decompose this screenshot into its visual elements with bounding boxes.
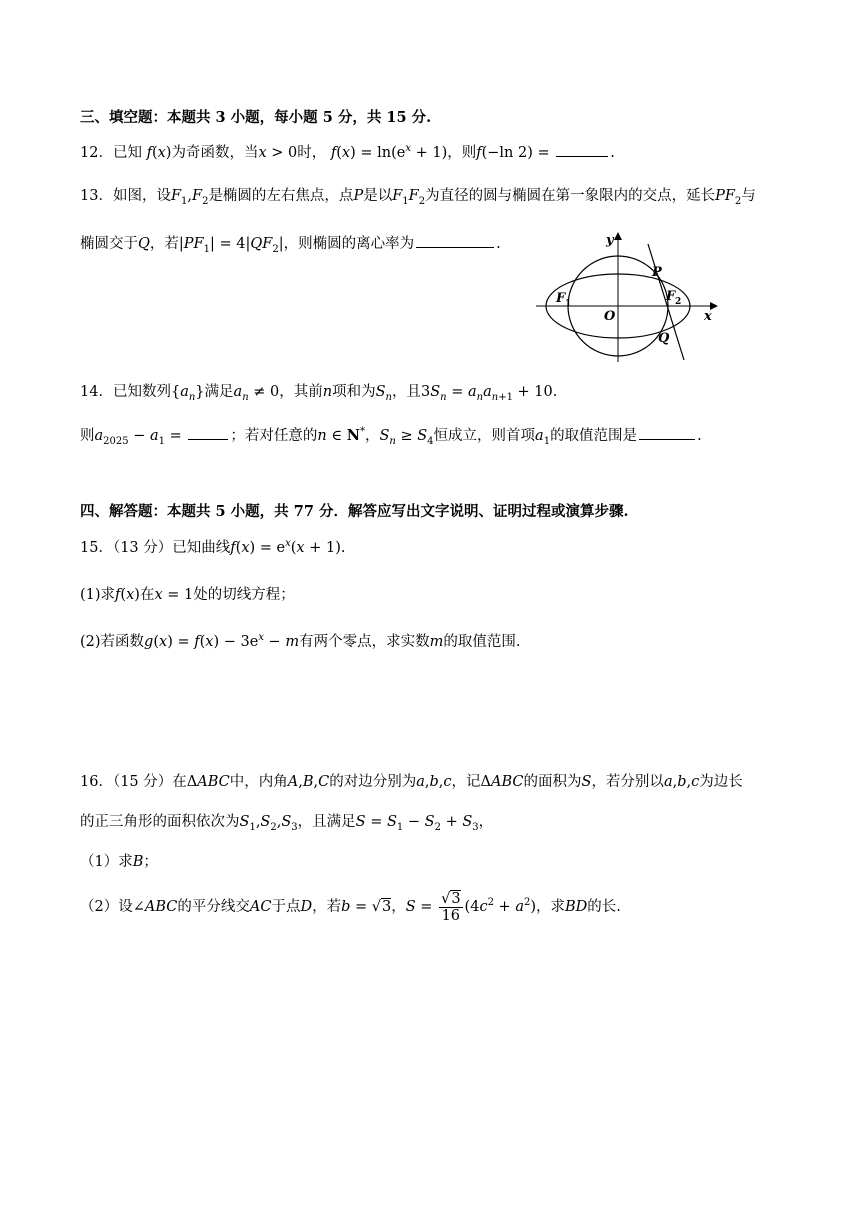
q14-text: 已知数列	[112, 384, 171, 400]
q16-text: ，若分别以	[591, 774, 664, 790]
question-16-part-2: （2）设∠ABC的平分线交AC于点D，若b = √3，S = $\frac{√3}{16}$ $(4c^2 + a^2)$，求BD的长.	[80, 890, 621, 924]
q14-number: 14．	[80, 384, 113, 400]
q13-text: ，则椭圆的离心率为	[283, 236, 415, 252]
q13-text: 为直径的圆与椭圆在第一象限内的交点，延长	[425, 188, 716, 204]
q14-text: ；若对任意的	[230, 428, 318, 444]
q12-number: 12．	[80, 145, 113, 161]
q16-text: ，求	[536, 899, 566, 915]
q16-text: 中，内角	[229, 774, 288, 790]
fraction-sqrt3-over-16: $\frac{√3}{16}$	[441, 890, 461, 924]
q14-text: .	[697, 428, 702, 444]
question-16: 16．（15 分）在ΔABC中，内角A,B,C的对边分别为a,b,c，记ΔABC的面积为S，若分别以a,b,c为边长	[80, 774, 743, 790]
question-14: 14．已知数列$\{a_n\}$满足$a_n \ne 0$，其前n项和为$S_n$，且$3S_n = a_na_{n+1} + 10$.	[80, 384, 558, 403]
q15-text: 的取值范围.	[443, 634, 521, 650]
q16-score: （15 分）	[112, 774, 173, 790]
q14-text: 恒成立，则首项	[433, 428, 536, 444]
q16-text: 于点	[271, 899, 301, 915]
q16-text: ，且满足	[297, 814, 356, 830]
q12-text: 时，	[297, 145, 327, 161]
section-4-heading: 四、解答题：本题共 5 小题，共 77 分．解答应写出文字说明、证明过程或演算步骤.	[80, 503, 629, 520]
q15-text: 在	[139, 587, 155, 603]
q16-text: ；	[143, 854, 158, 870]
q13-text: .	[496, 236, 501, 252]
answer-blank[interactable]	[556, 142, 608, 157]
question-12: 12．已知 f(x)为奇函数，当x > 0时， $f(x) = \ln(e^x + 1)$，则f(−ln 2) = .	[80, 143, 615, 161]
q15-text: .	[340, 540, 346, 556]
question-15-part-1: (1)求f(x)在x = 1处的切线方程；	[80, 587, 295, 603]
question-15-part-2: (2)若函数$g(x) = f(x) - 3e^x - m$有两个零点，求实数m的取值范围.	[80, 632, 521, 650]
question-13-line-2: 椭圆交于Q，若$|PF_1| = 4|QF_2|$，则椭圆的离心率为 .	[80, 233, 501, 254]
q16-text: 的平分线交	[177, 899, 250, 915]
label-origin: O	[604, 309, 616, 324]
label-f2: F	[666, 289, 676, 304]
q13-text: 椭圆交于	[80, 236, 138, 252]
label-y: y	[606, 233, 614, 248]
q13-text: 与	[741, 188, 756, 204]
q16-number: 16．	[80, 774, 113, 790]
q14-text: 满足	[204, 384, 234, 400]
q15-text: 处的切线方程；	[193, 587, 295, 603]
q14-text: ，其前	[279, 384, 323, 400]
q12-text: 为奇函数，当	[171, 145, 259, 161]
q14-text: 项和为	[332, 384, 376, 400]
question-13: 13．如图，设$F_1,F_2$是椭圆的左右焦点，点P是以$F_1F_2$为直径的圆与椭圆在第一象限内的交点，延长$PF_2$与	[80, 188, 756, 207]
label-q: Q	[658, 331, 670, 346]
q16-text: 在	[172, 774, 187, 790]
q16-text: 为边长	[699, 774, 743, 790]
q16-text: 的长.	[587, 899, 621, 915]
q15-text: 已知曲线	[172, 540, 231, 556]
q16-text: 的对边分别为	[329, 774, 417, 790]
label-x: x	[704, 309, 712, 324]
label-p: P	[652, 265, 662, 280]
q13-text: 是以	[363, 188, 393, 204]
q16-text: （2）设	[80, 899, 133, 915]
answer-blank[interactable]	[639, 425, 695, 440]
q16-text: （1）求	[80, 854, 133, 870]
label-f2-sub: 2	[675, 297, 682, 307]
q13-number: 13．	[80, 188, 113, 204]
q15-score: （13 分）	[112, 540, 173, 556]
q13-text: 如图，设	[112, 188, 171, 204]
label-f1-sub: 1	[565, 299, 572, 309]
q14-text: 则	[80, 428, 95, 444]
question-15: 15．（13 分）已知曲线$f(x) = e^x(x + 1)$.	[80, 538, 346, 556]
question-14-line-2: 则$a_{2025} - a_1$ = ；若对任意的n ∈ N*，$S_n \ge S_4$恒成立，则首项$a_1$的取值范围是 .	[80, 426, 702, 447]
q16-text: ，若	[312, 899, 342, 915]
q12-text: .	[610, 145, 615, 161]
label-f1: F	[556, 291, 566, 306]
q16-text: ，	[478, 814, 494, 830]
q15-text: (1)求	[80, 587, 116, 603]
q14-text: .	[552, 384, 558, 400]
question-16-line-2: 的正三角形的面积依次为$S_1,S_2,S_3$，且满足$S = S_1 - S_2 + S_3$，	[80, 814, 494, 833]
q12-text: 已知	[112, 145, 142, 161]
q16-text: ，	[391, 899, 406, 915]
q13-text: ，若	[149, 236, 179, 252]
q14-text: ，且	[391, 384, 421, 400]
question-16-part-1: （1）求B；	[80, 854, 158, 870]
q16-text: 的面积为	[523, 774, 582, 790]
q14-text: 的取值范围是	[550, 428, 638, 444]
answer-blank[interactable]	[416, 233, 494, 248]
section-3-heading: 三、填空题：本题共 3 小题，每小题 5 分，共 15 分.	[80, 109, 432, 126]
q13-text: 是椭圆的左右焦点，点	[208, 188, 354, 204]
answer-blank[interactable]	[188, 425, 228, 440]
y-axis-arrow	[614, 232, 622, 240]
q15-text: 有两个零点，求实数	[299, 634, 430, 650]
q16-text: 的正三角形的面积依次为	[80, 814, 240, 830]
q15-number: 15．	[80, 540, 113, 556]
q15-text: (2)若函数	[80, 634, 145, 650]
ellipse-circle-figure	[534, 228, 724, 364]
q16-text: ，记	[451, 774, 481, 790]
q14-text: ，	[364, 428, 380, 444]
q12-text: ，则	[447, 145, 477, 161]
